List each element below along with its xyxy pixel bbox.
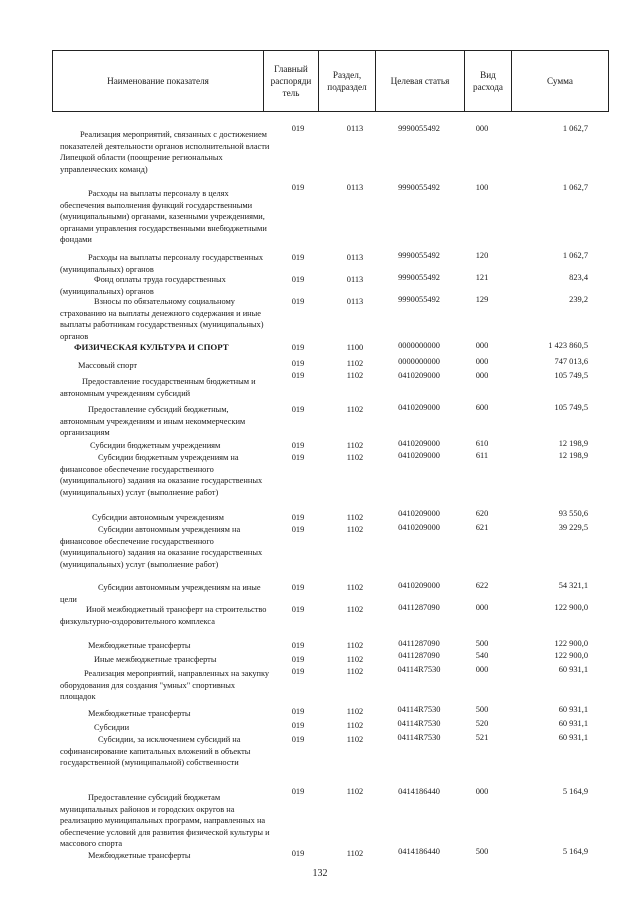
row-section: 1102 [346,359,364,368]
row-kind: 000 [475,603,489,612]
row-grbs: 019 [291,655,305,664]
header-name: Наименование показателя [107,76,209,86]
row-grbs: 019 [291,359,305,368]
row-sum: 60 931,1 [558,665,588,674]
row-section: 1102 [346,641,364,650]
row-sum: 823,4 [569,273,588,282]
row-name: Субсидии автономным учреждениям на финансовое обеспечение государственного (муниципального) задания на оказание государственных (муниципальных) услуг (выполнение работ) [60,525,263,569]
row-name: Фонд оплаты труда государственных (муниципальных) органов [60,275,226,296]
page-number: 132 [312,868,328,879]
row-sum: 1 062,7 [562,124,588,133]
row-sum: 60 931,1 [558,733,588,742]
row-name: Расходы на выплаты персоналу государственных (муниципальных) органов [60,253,264,274]
row-grbs: 019 [291,641,305,650]
row-kind: 000 [475,787,489,796]
row-sum: 54 321,1 [558,581,588,590]
row-grbs: 019 [291,124,305,133]
header-grbs: Главный распоряди тель [263,51,318,111]
row-section: 1102 [346,605,364,614]
row-grbs: 019 [291,275,305,284]
row-section: 0113 [346,253,364,262]
row-name: Межбюджетные трансферты [88,641,191,650]
row-name: Межбюджетные трансферты [88,709,191,718]
header-sum: Сумма [511,51,608,111]
row-kind: 000 [475,341,489,350]
row-sum: 122 900,0 [554,603,588,612]
row-target: 9990055492 [398,251,440,260]
row-section: 0113 [346,275,364,284]
row-target: 0414186440 [398,847,440,856]
row-section: 1102 [346,513,364,522]
row-target: 0411287090 [398,639,440,648]
row-sum: 122 900,0 [554,651,588,660]
row-name: Субсидии, за исключением субсидий на софинансирование капитальных вложений в объекты государственной (муниципальной) собственности [60,735,251,768]
row-name: Расходы на выплаты персоналу в целях обеспечения выполнения функций государственными (муниципальными) органами, казенными учреждениями, органами управления государственными внебюджетными фондами [60,189,267,245]
row-target: 9990055492 [398,273,440,282]
row-section: 1102 [346,735,364,744]
row-target: 04114R7530 [397,719,441,728]
row-grbs: 019 [291,183,305,192]
row-grbs: 019 [291,583,305,592]
row-target: 0414186440 [398,787,440,796]
row-name: Массовый спорт [78,361,138,370]
row-target: 0410209000 [398,439,440,448]
row-kind: 610 [475,439,489,448]
row-section: 1102 [346,583,364,592]
row-grbs: 019 [291,525,305,534]
row-target: 9990055492 [398,124,440,133]
row-section: 1102 [346,405,364,414]
row-grbs: 019 [291,707,305,716]
row-section: 1102 [346,525,364,534]
row-name: Субсидии [94,723,130,732]
row-kind: 000 [475,124,489,133]
row-grbs: 019 [291,849,305,858]
row-kind: 500 [475,705,489,714]
row-kind: 540 [475,651,489,660]
row-kind: 121 [475,273,489,282]
row-grbs: 019 [291,405,305,414]
row-kind: 520 [475,719,489,728]
row-target: 04114R7530 [397,733,441,742]
row-kind: 620 [475,509,489,518]
row-name: Иной межбюджетный трансферт на строительство физкультурно-оздоровительного комплекса [60,605,267,626]
row-grbs: 019 [291,735,305,744]
row-sum: 60 931,1 [558,719,588,728]
row-sum: 60 931,1 [558,705,588,714]
row-section: 0113 [346,124,364,133]
row-section: 1102 [346,707,364,716]
row-name: Реализация мероприятий, связанных с достижением показателей деятельности органов исполнительной власти Липецкой области (поощрение региональных управленческих команд) [60,130,270,174]
header-section: Раздел, подраздел [318,51,375,111]
row-section: 1102 [346,787,364,796]
row-name: Иные межбюджетные трансферты [94,655,217,664]
row-name: Субсидии бюджетным учреждениям на финансовое обеспечение государственного (муниципального) задания на оказание государственных (муниципальных) услуг (выполнение работ) [60,453,263,497]
row-sum: 1 423 860,5 [548,341,588,350]
row-sum: 39 229,5 [558,523,588,532]
row-target: 0411287090 [398,651,440,660]
row-grbs: 019 [291,721,305,730]
row-kind: 000 [475,357,489,366]
row-name: Субсидии бюджетным учреждениям [90,441,221,450]
row-grbs: 019 [291,253,305,262]
row-kind: 622 [475,581,489,590]
row-grbs: 019 [291,371,305,380]
row-target: 0410209000 [398,451,440,460]
row-target: 0410209000 [398,523,440,532]
row-sum: 105 749,5 [554,403,588,412]
row-kind: 500 [475,847,489,856]
row-grbs: 019 [291,605,305,614]
row-target: 0410209000 [398,581,440,590]
row-sum: 105 749,5 [554,371,588,380]
row-name: Предоставление государственным бюджетным и автономным учреждениям субсидий [60,377,256,398]
row-grbs: 019 [291,441,305,450]
row-kind: 611 [475,451,489,460]
row-target: 0410209000 [398,403,440,412]
row-grbs: 019 [291,787,305,796]
row-name: Предоставление субсидий бюджетам муниципальных районов и городских округов на реализацию муниципальных программ, направленных на обеспечение условий для развития физической культуры и массового спорта [60,793,270,849]
row-kind: 600 [475,403,489,412]
row-section: 1102 [346,721,364,730]
row-target: 0000000000 [398,341,440,350]
row-target: 0410209000 [398,371,440,380]
row-sum: 1 062,7 [562,183,588,192]
row-target: 0410209000 [398,509,440,518]
row-name: Реализация мероприятий, направленных на закупку оборудования для создания "умных" спортивных площадок [60,669,270,702]
row-target: 04114R7530 [397,665,441,674]
row-grbs: 019 [291,513,305,522]
row-kind: 000 [475,371,489,380]
row-sum: 93 550,6 [558,509,588,518]
row-section: 1102 [346,849,364,858]
row-sum: 5 164,9 [562,847,588,856]
row-sum: 12 198,9 [558,439,588,448]
row-sum: 12 198,9 [558,451,588,460]
row-name: Субсидии автономным учреждениям [92,513,224,522]
row-kind: 521 [475,733,489,742]
row-name: ФИЗИЧЕСКАЯ КУЛЬТУРА И СПОРТ [74,342,229,352]
row-name: Межбюджетные трансферты [88,851,191,860]
row-section: 1100 [346,343,364,352]
row-target: 0000000000 [398,357,440,366]
row-section: 1102 [346,655,364,664]
table-header [52,50,609,112]
row-kind: 500 [475,639,489,648]
row-kind: 000 [475,665,489,674]
row-kind: 129 [475,295,489,304]
row-sum: 1 062,7 [562,251,588,260]
row-sum: 122 900,0 [554,639,588,648]
row-kind: 621 [475,523,489,532]
row-section: 1102 [346,667,364,676]
row-sum: 239,2 [569,295,588,304]
row-target: 9990055492 [398,183,440,192]
header-kind: Вид расхода [464,51,511,111]
row-kind: 120 [475,251,489,260]
row-section: 0113 [346,297,364,306]
row-grbs: 019 [291,343,305,352]
row-target: 0411287090 [398,603,440,612]
row-name: Субсидии автономным учреждениям на иные цели [60,583,261,604]
row-grbs: 019 [291,453,305,462]
row-section: 1102 [346,453,364,462]
row-section: 1102 [346,371,364,380]
row-sum: 747 013,6 [554,357,588,366]
row-name: Предоставление субсидий бюджетным, автономным учреждениям и иным некоммерческим организациям [60,405,246,438]
row-section: 1102 [346,441,364,450]
row-name: Взносы по обязательному социальному страхованию на выплаты денежного содержания и иные выплаты работникам государственных (муниципальных) органов [60,297,264,341]
row-target: 9990055492 [398,295,440,304]
row-kind: 100 [475,183,489,192]
row-section: 0113 [346,183,364,192]
row-sum: 5 164,9 [562,787,588,796]
row-target: 04114R7530 [397,705,441,714]
row-grbs: 019 [291,297,305,306]
header-target: Целевая статья [375,51,464,111]
row-grbs: 019 [291,667,305,676]
